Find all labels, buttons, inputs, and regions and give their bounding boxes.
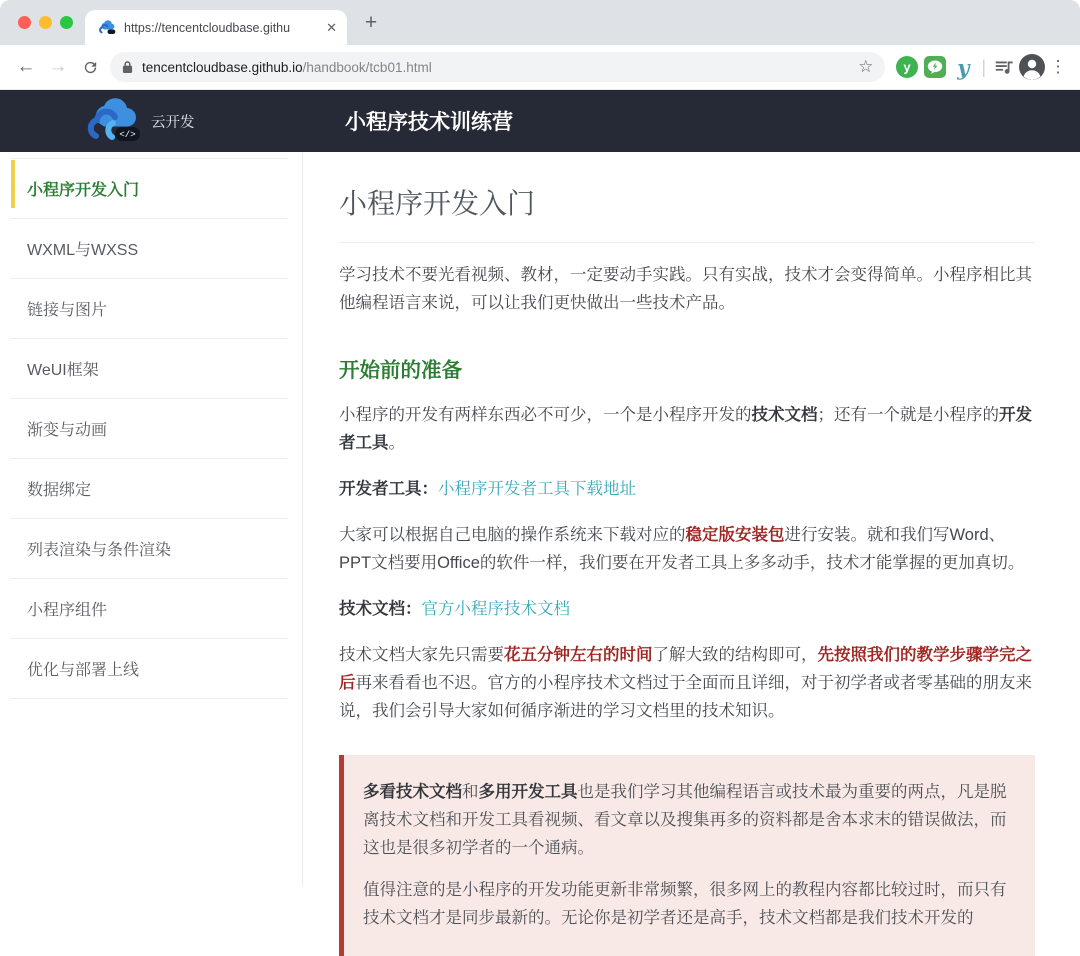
cloudbase-logo[interactable] bbox=[88, 99, 195, 143]
traffic-light-zoom[interactable] bbox=[60, 16, 73, 29]
url-path: /handbook/tcb01.html bbox=[302, 59, 432, 75]
devtool-download-link[interactable]: 小程序开发者工具下载地址 bbox=[438, 480, 636, 498]
extension-green-circle-icon[interactable] bbox=[893, 53, 921, 81]
tab-close-icon[interactable]: ✕ bbox=[326, 19, 337, 35]
page-title: 小程序开发入门 bbox=[339, 188, 536, 219]
callout-paragraph-2: 值得注意的是小程序的开发功能更新非常频繁，很多网上的教程内容都比较过时，而只有技术文档才是同步最新的。无论你是初学者还是高手，技术文档都是我们技术开发的 bbox=[363, 881, 1007, 927]
svg-text:</>: </> bbox=[119, 130, 136, 140]
sidebar-item-optimize-deploy[interactable]: 优化与部署上线 bbox=[10, 639, 287, 699]
tab-strip bbox=[0, 0, 1080, 45]
extension-yuque-icon[interactable]: y bbox=[957, 54, 970, 80]
doc-label: 技术文档： bbox=[339, 600, 422, 618]
cloud-logo-icon bbox=[88, 99, 140, 143]
two-things-paragraph: 小程序的开发有两样东西必不可少，一个是小程序开发的技术文档；还有一个就是小程序的开发者工具。 bbox=[339, 406, 1032, 452]
page-layout bbox=[0, 152, 1080, 927]
warning-callout bbox=[339, 755, 1035, 956]
toolbar-separator: | bbox=[981, 56, 986, 77]
lock-icon bbox=[122, 60, 133, 74]
sidebar-item-list-conditional-render[interactable]: 列表渲染与条件渲染 bbox=[10, 519, 287, 579]
svg-text:y: y bbox=[903, 59, 911, 75]
site-header bbox=[0, 90, 1080, 152]
sidebar-item-links-images[interactable]: 链接与图片 bbox=[10, 279, 287, 339]
logo-text: 云开发 bbox=[151, 114, 195, 131]
url-host: tencentcloudbase.github.io bbox=[142, 59, 303, 75]
sidebar-item-gradient-animation[interactable]: 渐变与动画 bbox=[10, 399, 287, 459]
doc-line bbox=[339, 595, 1035, 623]
stable-package-emphasis: 稳定版安装包 bbox=[685, 526, 785, 544]
browser-menu-icon[interactable]: ⋮ bbox=[1049, 57, 1067, 76]
sidebar-item-data-binding[interactable]: 数据绑定 bbox=[10, 459, 287, 519]
profile-avatar[interactable] bbox=[1018, 53, 1046, 81]
traffic-light-close[interactable] bbox=[18, 16, 31, 29]
window-controls bbox=[18, 16, 73, 29]
browser-toolbar bbox=[0, 45, 1080, 90]
devtool-label: 开发者工具： bbox=[339, 480, 438, 498]
forward-button[interactable]: → bbox=[48, 56, 68, 77]
sidebar bbox=[0, 152, 303, 886]
section-heading: 开始前的准备 bbox=[339, 359, 462, 382]
callout-paragraph-1: 多看技术文档和多用开发工具也是我们学习其他编程语言或技术最为重要的两点，凡是脱离技术文档和开发工具看视频、看文章以及搜集再多的资料都是舍本求末的错误做法，而这也是很多初学者的一个通病。 bbox=[363, 783, 1007, 857]
media-playlist-icon[interactable] bbox=[990, 53, 1018, 81]
new-tab-button[interactable]: + bbox=[364, 11, 378, 34]
reload-icon bbox=[82, 59, 99, 76]
sidebar-item-components[interactable]: 小程序组件 bbox=[10, 579, 287, 639]
extension-chat-lightning-icon[interactable] bbox=[921, 53, 949, 81]
sidebar-item-weui[interactable]: WeUI框架 bbox=[10, 339, 287, 399]
sidebar-list bbox=[10, 158, 287, 699]
reload-button[interactable] bbox=[74, 51, 106, 83]
browser-tab[interactable] bbox=[85, 10, 347, 45]
tab-title: https://tencentcloudbase.githu bbox=[124, 20, 291, 35]
intro-paragraph: 学习技术不要光看视频、教材，一定要动手实践。只有实战，技术才会变得简单。小程序相比其他编程语言来说，可以让我们更快做出一些技术产品。 bbox=[339, 266, 1032, 312]
doc-paragraph: 技术文档大家先只需要花五分钟左右的时间了解大致的结构即可，先按照我们的教学步骤学完之后再来看看也不迟。官方的小程序技术文档过于全面而且详细，对于初学者或者零基础的朋友来说，我们会引导大家如何循序渐进的学习文档里的技术知识。 bbox=[339, 646, 1032, 720]
official-doc-link[interactable]: 官方小程序技术文档 bbox=[421, 600, 570, 618]
sidebar-item-miniprogram-intro[interactable]: 小程序开发入门 bbox=[10, 159, 287, 219]
address-bar[interactable] bbox=[110, 52, 885, 82]
devtool-line bbox=[339, 475, 1035, 503]
main-content bbox=[303, 152, 1080, 927]
back-button[interactable]: ← bbox=[16, 56, 36, 77]
title-divider bbox=[339, 242, 1035, 243]
install-paragraph: 大家可以根据自己电脑的操作系统来下载对应的稳定版安装包进行安装。就和我们写Word、PPT文档要用Office的软件一样，我们要在开发者工具上多多动手，技术才能掌握的更加真切。 bbox=[339, 526, 1025, 572]
traffic-light-minimize[interactable] bbox=[39, 16, 52, 29]
sidebar-item-wxml-wxss[interactable]: WXML与WXSS bbox=[10, 219, 287, 279]
bookmark-star-icon[interactable]: ☆ bbox=[858, 57, 874, 76]
site-title: 小程序技术训练营 bbox=[345, 111, 513, 134]
tab-favicon-cloud-icon bbox=[99, 20, 116, 35]
